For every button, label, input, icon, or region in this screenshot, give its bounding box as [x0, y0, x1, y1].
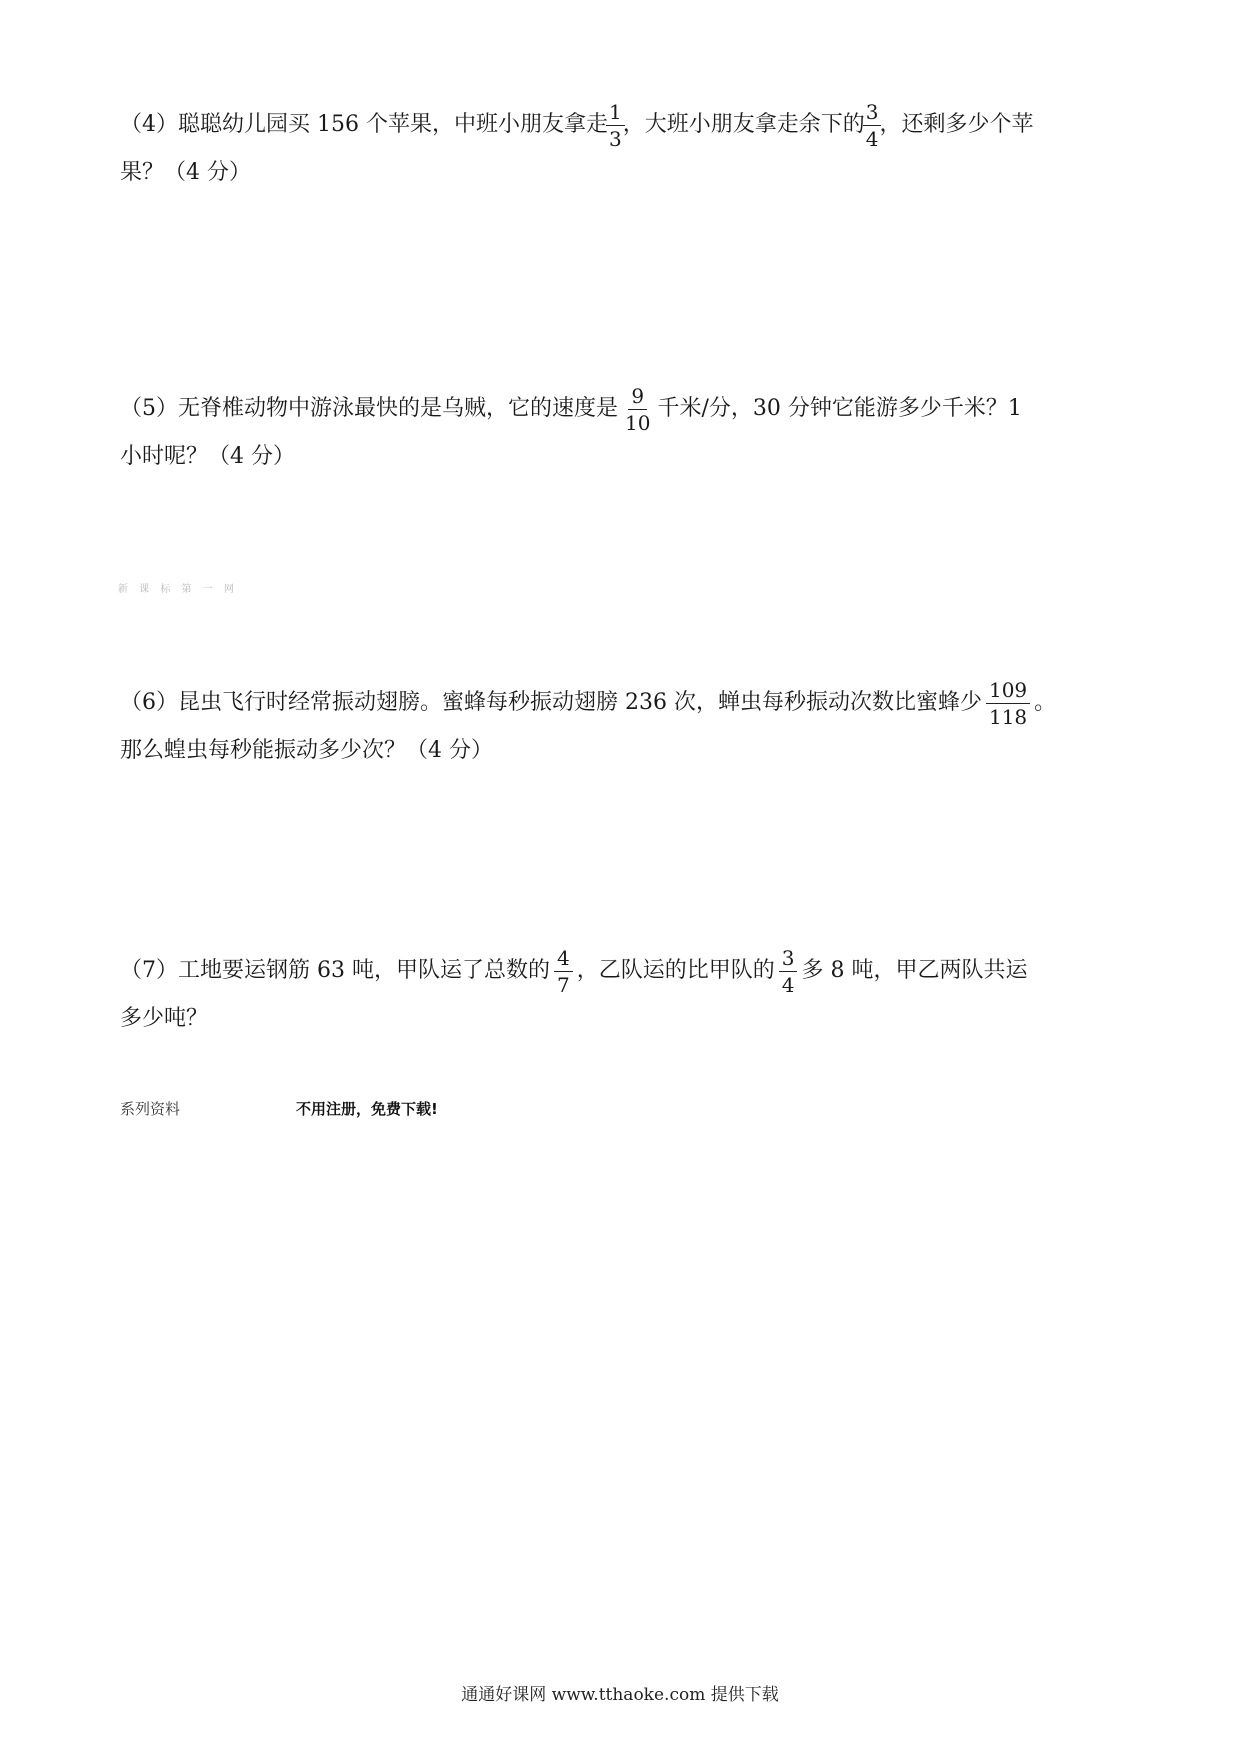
fraction-four-sevenths: [554, 947, 573, 996]
fraction-numerator: 1: [606, 101, 625, 126]
question-7-text-b: ，乙队运的比甲队的: [576, 958, 775, 983]
page-footer: 通通好课网 www.tthaoke.com 提供下载: [461, 1685, 779, 1705]
question-6-line-2: [120, 730, 1130, 772]
question-6-line-1: [120, 677, 1130, 729]
question-6: [120, 677, 1130, 772]
question-4-text-line-2: 果？（4 分）: [120, 160, 251, 185]
question-6-text-a: （6）昆虫飞行时经常振动翅膀。蜜蜂每秒振动翅膀 236 次，蝉虫每秒振动次数比蜜蜂少: [120, 690, 982, 715]
fraction-nine-tenths: [622, 385, 653, 434]
question-4-text-c: ，还剩多少个苹: [879, 112, 1034, 137]
fraction-denominator: 118: [988, 704, 1028, 729]
question-7-line-2: [120, 998, 1130, 1040]
fraction-numerator: 109: [986, 679, 1030, 704]
fraction-numerator: 3: [779, 947, 798, 972]
fraction-denominator: 10: [625, 410, 651, 435]
fraction-numerator: 9: [628, 385, 647, 410]
fraction-denominator: 4: [781, 972, 795, 997]
question-4-line-2: [120, 152, 1130, 194]
question-5-line-1: [120, 383, 1130, 435]
question-5-line-2: [120, 436, 1130, 478]
fraction-numerator: 4: [554, 947, 573, 972]
watermark-text: 新 课 标 第 一 网: [118, 584, 238, 595]
question-5-text-a: （5）无脊椎动物中游泳最快的是乌贼，它的速度是: [120, 396, 618, 421]
series-label: 系列资料: [120, 1100, 181, 1118]
fraction-denominator: 7: [556, 972, 570, 997]
question-4-text-a: （4）聪聪幼儿园买 156 个苹果，中班小朋友拿走: [120, 112, 608, 137]
question-4: [120, 99, 1130, 194]
question-5-text-line-2: 小时呢？（4 分）: [120, 444, 295, 469]
question-7: [120, 945, 1130, 1040]
question-4-text-b: ，大班小朋友拿走余下的: [622, 112, 865, 137]
fraction-three-quarters: [779, 947, 798, 996]
question-7-line-1: [120, 945, 1130, 997]
question-5-text-b: 千米/分，30 分钟它能游多少千米？1: [657, 396, 1022, 421]
fraction-denominator: 3: [608, 126, 622, 151]
question-6-text-line-2: 那么蝗虫每秒能振动多少次？（4 分）: [120, 738, 493, 763]
question-4-line-1: [120, 99, 1130, 151]
question-5: [120, 383, 1130, 478]
promo-text: 不用注册，免费下载!: [296, 1100, 438, 1118]
question-7-text-a: （7）工地要运钢筋 63 吨，甲队运了总数的: [120, 958, 550, 983]
question-7-text-line-2: 多少吨？: [120, 1006, 209, 1031]
fraction-numerator: 3: [863, 101, 882, 126]
question-7-text-c: 多 8 吨，甲乙两队共运: [801, 958, 1028, 983]
fraction-denominator: 4: [865, 126, 879, 151]
fraction-109-118: [986, 679, 1030, 728]
question-6-text-b: 。: [1034, 690, 1057, 715]
